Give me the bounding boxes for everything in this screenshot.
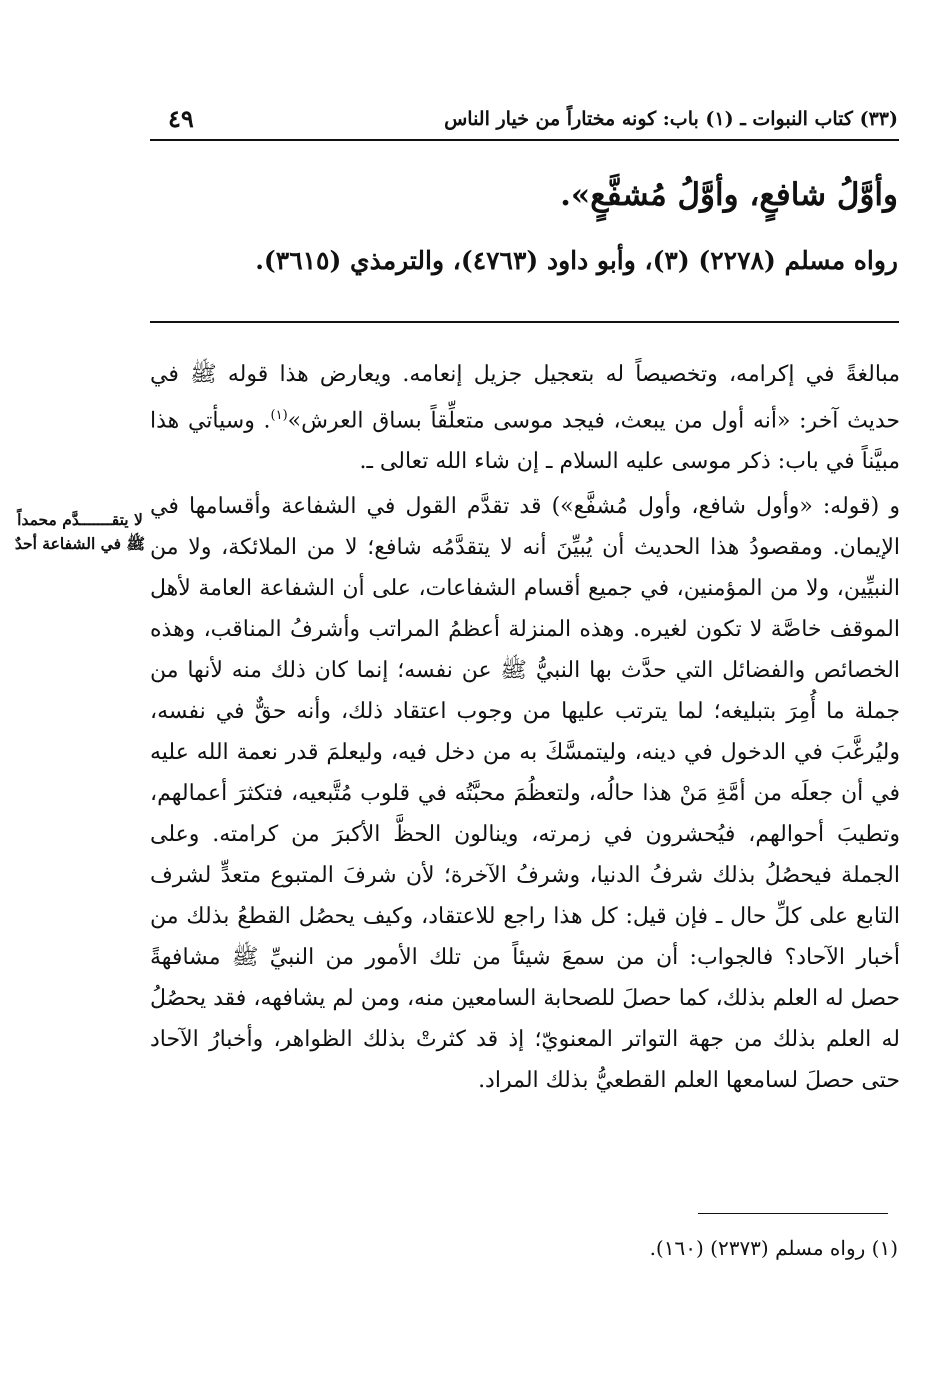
running-header — [150, 104, 898, 138]
hadith-text: وأوَّلُ شافعٍ، وأوَّلُ مُشفَّعٍ». — [560, 177, 898, 213]
commentary-paragraph-1-text: مبالغةً في إكرامه، وتخصيصاً له بتعجيل جزيل إنعامه. ويعارض هذا قوله ﷺ في حديث آخر: «أنه أول من يبعث، فيجد موسى متعلِّقاً بساق العرش» — [150, 362, 900, 434]
hadith-source: رواه مسلم (٢٢٧٨) (٣)، وأبو داود (٤٧٦٣)، والترمذي (٣٦١٥). — [255, 246, 898, 275]
section-divider — [150, 321, 899, 323]
footnote-reference[interactable]: (١) — [270, 408, 288, 423]
page-number: ٤٩ — [168, 104, 194, 133]
running-header-title: (٣٣) كتاب النبوات ـ (١) باب: كونه مختاراً من خيار الناس — [444, 108, 898, 130]
commentary-paragraph-2: و (قوله: «وأول شافع، وأول مُشفَّع») قد تقدَّم القول في الشفاعة وأقسامها في الإيمان. ومقصودُ هذا الحديث أن يُبيِّنَ أنه لا يتقدَّمُه شافع؛ لا من الملائكة، ولا من النبيِّين، ولا من المؤمنين، في جميع أقسام الشفاعات، على أن الشفاعة العامة لأهل الموقف خاصَّة لا تكون لغيره. وهذه المنزلة أعظمُ المراتب وأشرفُ المناقب، وهذه الخصائص والفضائل التي حدَّث بها النبيُّ ﷺ عن نفسه؛ إنما كان ذلك منه لأنها من جملة ما أُمِرَ بتبليغه؛ لما يترتب عليها من وجوب اعتقاد ذلك، وأنه حقٌّ في نفسه، وليُرغَّبَ في الدخول في دينه، وليتمسَّكَ به من دخل فيه، وليعلمَ قدر نعمة الله عليه في أن جعلَه من أمَّةِ مَنْ هذا حالُه، ولتعظُمَ محبَّتُه في قلوب مُتَّبعيه، فتكثرَ أعمالهم، وتطيبَ أحوالهم، فيُحشرون في زمرته، وينالون الحظَّ الأكبرَ من كرامته. وعلى الجملة فيحصُلُ بذلك شرفُ الدنيا، وشرفُ الآخرة؛ لأن شرفَ المتبوع متعدٍّ لشرف التابع على كلِّ حال ـ فإن قيل: كل هذا راجع للاعتقاد، وكيف يحصُل القطعُ بذلك من أخبار الآحاد؟ فالجواب: أن من سمعَ شيئاً من تلك الأمور من النبيِّ ﷺ مشافهةً حصل له العلم بذلك، كما حصلَ للصحابة السامعين منه، ومن لم يشافهه، فقد يحصُلُ له العلم بذلك من جهة التواتر المعنويّ؛ إذ قد كثرتْ بذلك الظواهر، وأخبارُ الآحاد حتى حصلَ لسامعها العلم القطعيُّ بذلك المراد. — [150, 494, 901, 1094]
footnote: (١) رواه مسلم (٢٣٧٣) (١٦٠). — [649, 1236, 898, 1260]
footnote-rule — [698, 1213, 888, 1214]
margin-note: لا يتقـــــــدَّم محمداً ﷺ في الشفاعة أحدٌ — [14, 510, 146, 553]
commentary — [150, 354, 900, 1101]
commentary-paragraph-1-continuation: . وسيأتي هذا مبيَّناً في باب: ذكر موسى عليه السلام ـ إن شاء الله تعالى ـ. — [150, 408, 900, 475]
header-rule — [150, 139, 899, 141]
commentary-paragraph-1 — [150, 354, 900, 482]
